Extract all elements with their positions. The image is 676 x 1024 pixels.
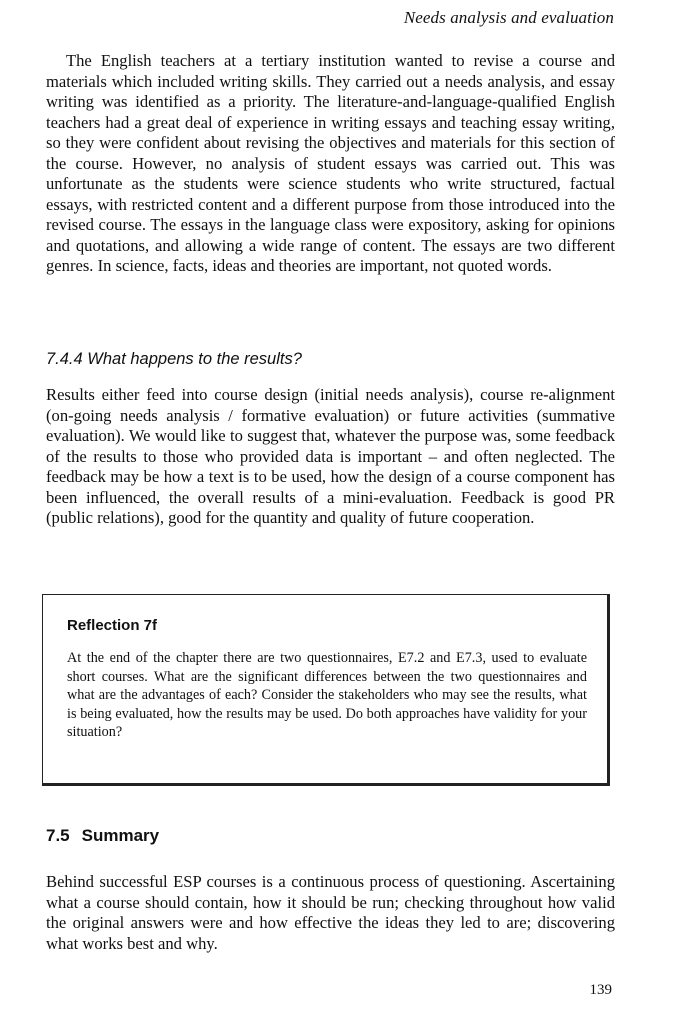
reflection-title: Reflection 7f — [67, 617, 158, 634]
reflection-text: At the end of the chapter there are two questionnaires, E7.2 and E7.3, used to evaluate short courses. What are the significant differences between the two questionnaires and what are the advantages of each? Consider the stakeholders who may see the results, what is being evaluated, how the results may be used. Do both approaches have validity for your situation? — [67, 650, 587, 741]
paragraph-summary: Behind successful ESP courses is a continuous process of questioning. Ascertaining what a course should contain, how it should be run; checking throughout how valid the original answers were and how effective the ideas they led to are; discovering what works best and why. — [46, 872, 615, 953]
paragraph-case-study: The English teachers at a tertiary institution wanted to revise a course and materials which included writing skills. They carried out a needs analysis, and essay writing was identified as a priority. The literature-and-language-qualified English teachers had a great deal of experience in writing essays and teaching essay writing, so they were confident about revising the objectives and materials for this section of the course. However, no analysis of student essays was carried out. This was unfortunate as the students were science students who write structured, factual essays, with restricted content and a different purpose from those introduced into the revised course. The essays in the language class were expository, asking for opinions and quotations, and allowing a wide range of content. The essays are two different genres. In science, facts, ideas and theories are important, not quoted words. — [46, 51, 615, 275]
section-title: Summary — [81, 826, 160, 845]
page-number: 139 — [589, 982, 612, 998]
running-head: Needs analysis and evaluation — [403, 8, 614, 27]
reflection-box — [42, 594, 610, 786]
subsection-heading-7-4-4: 7.4.4 What happens to the results? — [46, 350, 302, 368]
section-number: 7.5 — [46, 826, 70, 845]
paragraph-results: Results either feed into course design (initial needs analysis), course re-alignment (on-going needs analysis / formative evaluation) or future activities (summative evaluation). We would like to suggest that, whatever the purpose was, some feedback of the results to those who provided data is important – and often neglected. The feedback may be how a text is to be used, how the design of a course component has been influenced, the overall results of a mini-evaluation. Feedback is good PR (public relations), good for the quantity and quality of future cooperation. — [46, 385, 615, 527]
section-heading-summary — [46, 826, 159, 846]
